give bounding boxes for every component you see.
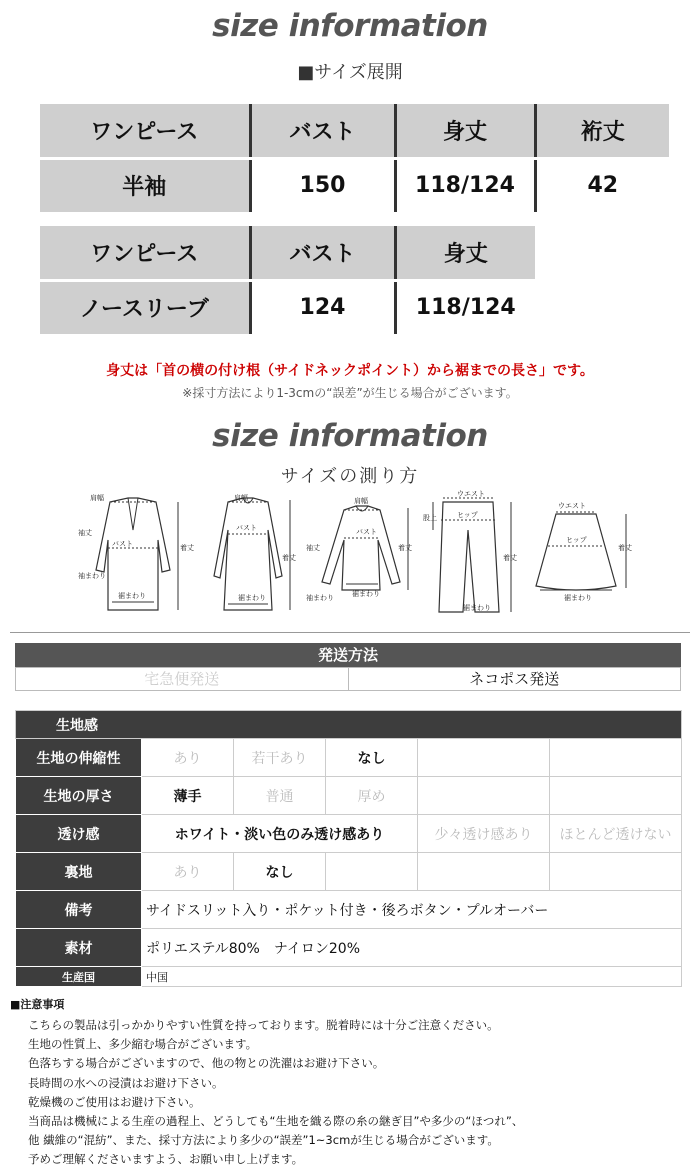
length-label: 着丈: [398, 544, 412, 552]
lining-option: あり: [142, 853, 234, 891]
bust-value: 150: [250, 158, 395, 212]
fabric-table: [15, 710, 682, 987]
row-label: ノースリーブ: [40, 280, 250, 334]
caution-line: 乾燥機のご使用はお避け下さい。: [28, 1094, 201, 1109]
header-cell: バスト: [250, 226, 395, 280]
stretch-option: [550, 739, 682, 777]
cuff-label: 袖まわり: [78, 572, 106, 580]
shoulder-label: 肩幅: [90, 494, 104, 502]
row-label: 半袖: [40, 158, 250, 212]
hip-label: ヒップ: [566, 536, 587, 544]
shipping-option-takkyubin: 宅急便発送: [16, 668, 349, 690]
size-table-subtitle: ■サイズ展開: [297, 62, 403, 83]
hem-label: 裾まわり: [118, 592, 146, 600]
length-value: 118/124: [415, 295, 516, 321]
hem-label: 裾まわり: [238, 594, 266, 602]
rise-label: 股上: [423, 514, 437, 522]
top-diagram: [306, 490, 416, 618]
thickness-label: 生地の厚さ: [16, 777, 142, 815]
caution-line: こちらの製品は引っかかりやすい性質を持っております。脱着時には十分ご注意ください。: [28, 1018, 499, 1032]
hem-label: 裾まわり: [564, 594, 592, 602]
fabric-header: 生地感: [16, 711, 682, 739]
sheerness-label: 透け感: [16, 815, 142, 853]
material-value: ポリエステル80% ナイロン20%: [142, 929, 682, 967]
hem-label: 裾まわり: [352, 590, 380, 598]
stretch-option: あり: [142, 739, 234, 777]
caution-line: 当商品は機械による生産の過程上、どうしても“生地を織る際の糸の継ぎ目”や多少の“ほつれ”、: [28, 1114, 524, 1129]
header-cell: 裄丈: [535, 104, 669, 158]
length-label: 着丈: [618, 544, 632, 552]
sheerness-option: 少々透け感あり: [418, 815, 550, 853]
length-value: 118/124: [395, 158, 535, 212]
stretch-label: 生地の伸縮性: [16, 739, 142, 777]
divider: [10, 632, 690, 633]
size-table-sleeveless: [40, 226, 535, 334]
sleeve-label: 袖丈: [78, 529, 92, 537]
header-cell: 身丈: [395, 226, 535, 280]
length-label: 着丈: [503, 554, 517, 562]
sleeve-label: 袖丈: [306, 544, 320, 552]
size-table-short-sleeve: [40, 104, 669, 212]
size-info-title-2: size information: [212, 418, 488, 454]
stretch-option-selected: なし: [326, 739, 418, 777]
caution-line: 予めご理解くださいますよう、お願い申し上げます。: [28, 1152, 304, 1167]
lining-option: [326, 853, 418, 891]
sleeve-value: 42: [587, 173, 619, 199]
thickness-option-selected: 薄手: [142, 777, 234, 815]
origin-label: 生産国: [16, 967, 142, 987]
lining-option: [550, 853, 682, 891]
shipping-option-nekopos: ネコポス発送: [469, 670, 560, 688]
shipping-header: 発送方法: [15, 643, 681, 667]
stretch-option: [418, 739, 550, 777]
caution-line: 他 繊維の“混紡”、また、採寸方法により多少の“誤差”1~3cmが生じる場合がございます。: [28, 1133, 499, 1148]
caution-line: 長時間の水への浸漬はお避け下さい。: [28, 1075, 224, 1090]
bust-label: バスト: [112, 540, 133, 548]
stretch-option: 若干あり: [234, 739, 326, 777]
thickness-option: 厚め: [326, 777, 418, 815]
bust-value: 124: [250, 280, 395, 334]
cuff-label: 袖まわり: [306, 594, 334, 602]
dress-diagram: [198, 490, 298, 618]
header-cell: ワンピース: [40, 104, 250, 158]
lining-label: 裏地: [16, 853, 142, 891]
sheerness-option-selected: ホワイト・淡い色のみ透け感あり: [142, 815, 418, 853]
bust-label: バスト: [236, 524, 257, 532]
waist-label: ウエスト: [558, 502, 586, 510]
caution-title: ■注意事項: [10, 998, 65, 1011]
shoulder-label: 肩幅: [234, 494, 248, 502]
caution-list: [28, 1016, 688, 1170]
hip-label: ヒップ: [457, 511, 478, 519]
origin-value: 中国: [142, 967, 682, 987]
caution-line: 生地の性質上、多少縮む場合がございます。: [28, 1037, 258, 1052]
header-cell: ワンピース: [40, 226, 250, 280]
measurement-diagrams: [78, 490, 638, 620]
measure-subtitle: サイズの測り方: [280, 466, 420, 487]
header-cell: 身丈: [395, 104, 535, 158]
sheerness-option: ほとんど透けない: [550, 815, 682, 853]
waist-label: ウエスト: [457, 490, 485, 498]
material-label: 素材: [16, 929, 142, 967]
error-note: ※採寸方法により1-3cmの“誤差”が生じる場合がございます。: [182, 386, 518, 400]
thickness-option: 普通: [234, 777, 326, 815]
thickness-option: [418, 777, 550, 815]
hem-label: 裾まわり: [463, 604, 491, 612]
remarks-label: 備考: [16, 891, 142, 929]
lining-option: [418, 853, 550, 891]
header-cell: バスト: [250, 104, 395, 158]
bust-label: バスト: [356, 528, 377, 536]
lining-option-selected: なし: [234, 853, 326, 891]
shipping-options: [15, 667, 681, 691]
pants-diagram: [423, 490, 523, 618]
length-note: 身丈は「首の横の付け根（サイドネックポイント）から裾までの長さ」です。: [106, 363, 594, 379]
shoulder-label: 肩幅: [354, 497, 368, 505]
thickness-option: [550, 777, 682, 815]
length-label: 着丈: [282, 554, 296, 562]
length-label: 着丈: [180, 544, 194, 552]
remarks-value: サイドスリット入り・ポケット付き・後ろボタン・プルオーバー: [142, 891, 682, 929]
skirt-diagram: [526, 490, 636, 618]
size-info-title: size information: [212, 8, 488, 44]
coat-diagram: [78, 490, 194, 618]
caution-line: 色落ちする場合がございますので、他の物との洗濯はお避け下さい。: [28, 1056, 385, 1071]
